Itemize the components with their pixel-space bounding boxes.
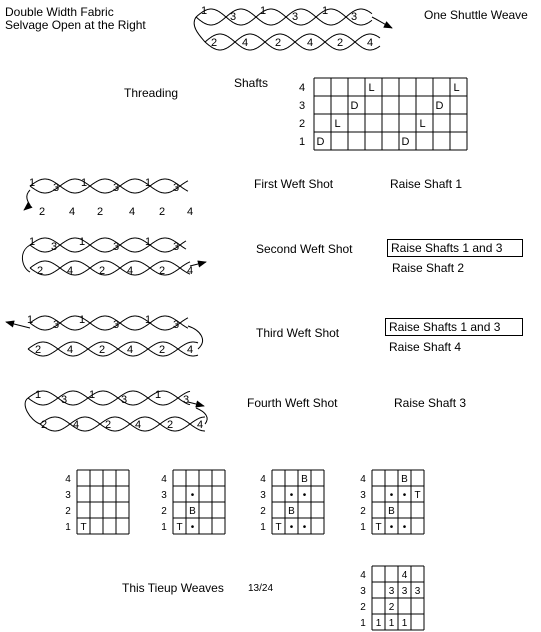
shot-lower-number: 2 [158, 344, 166, 356]
top-lower-weft [205, 34, 380, 50]
tieup-grid-3-row-label: 3 [260, 490, 266, 501]
threading-cell-mark: L [419, 118, 426, 130]
tieup-grid-1-row-label: 3 [65, 490, 71, 501]
tieup-grid-4-cell: • [402, 522, 407, 533]
shot-lower-number: 4 [72, 419, 80, 431]
threading-row-label: 3 [298, 100, 306, 112]
second-shot-label: Second Weft Shot [256, 242, 353, 256]
shot-upper-number: 1 [26, 314, 34, 326]
second-shot-raise-2: Raise Shaft 2 [392, 261, 465, 275]
shot-upper-number: 1 [78, 314, 86, 326]
shot-lower-number: 4 [196, 419, 204, 431]
shot-lower-number: 2 [166, 419, 174, 431]
second-shot-raise-box: Raise Shafts 1 and 3 [387, 239, 523, 257]
top-lower-number: 4 [306, 37, 314, 49]
first-shot-label: First Weft Shot [254, 177, 334, 191]
tieup-grid-2-row-label: 4 [161, 474, 167, 485]
shot-upper-weft-2 [28, 391, 190, 405]
shot-upper-number: 1 [144, 236, 152, 248]
shot-upper-number: 3 [60, 394, 68, 406]
tieup-grid-4-cell: • [389, 490, 394, 501]
summary-grid-row-label: 1 [360, 618, 366, 629]
shot2-left-turn [22, 245, 30, 272]
third-shot-raise-box: Raise Shafts 1 and 3 [385, 318, 523, 336]
shot-lower-number: 4 [186, 206, 194, 218]
top-upper-weft-2 [196, 9, 372, 25]
top-upper-number: 1 [259, 5, 267, 17]
tieup-grid-3-cell: T [275, 522, 282, 533]
shot1-arrow-left [24, 190, 30, 210]
shot-upper-number: 3 [112, 319, 120, 331]
tieup-grid-1-cell: T [80, 522, 87, 533]
tieup-grid-4-row-label: 3 [360, 490, 366, 501]
title-line-1: Double Width Fabric [5, 5, 114, 19]
shot-lower-number: 2 [40, 419, 48, 431]
top-left-turn [194, 17, 205, 42]
shot-lower-weft [30, 261, 190, 275]
threading-cell-mark: L [453, 82, 460, 94]
shot-upper-number: 1 [80, 177, 88, 189]
right-title: One Shuttle Weave [424, 8, 528, 22]
top-lower-number: 4 [241, 37, 249, 49]
shot-lower-weft-2 [28, 342, 198, 356]
tieup-grid-4-row-label: 4 [360, 474, 366, 485]
tieup-grid-4-cell: T [414, 490, 421, 501]
top-lower-number: 2 [210, 37, 218, 49]
fourth-shot-label: Fourth Weft Shot [247, 396, 338, 410]
shot4-left-turn [25, 398, 40, 424]
shot-lower-number: 4 [186, 265, 194, 277]
shafts-label: Shafts [234, 76, 269, 90]
top-upper-number: 3 [229, 11, 237, 23]
summary-grid-cell: 2 [388, 602, 395, 613]
tieup-grid-2-cell: T [176, 522, 183, 533]
top-lower-weft-2 [205, 34, 380, 50]
tieup-grid-4-row-label: 1 [360, 522, 366, 533]
tieup-grid-3-row-label: 2 [260, 506, 266, 517]
shot-lower-number: 2 [158, 206, 166, 218]
shot-upper-number: 3 [52, 319, 60, 331]
tieup-grid-3-cell: • [302, 522, 307, 533]
tieup-grid-3-cell: • [302, 490, 307, 501]
shot-upper-number: 3 [112, 241, 120, 253]
tieup-grid-2-row-label: 3 [161, 490, 167, 501]
shot-lower-number: 4 [126, 344, 134, 356]
summary-grid-row-label: 4 [360, 570, 366, 581]
top-upper-number: 1 [321, 5, 329, 17]
summary-grid-cell: 3 [414, 586, 421, 597]
tieup-grid-4-cell: B [401, 474, 408, 485]
top-upper-number: 3 [291, 11, 299, 23]
shot-upper-number: 1 [88, 389, 96, 401]
first-shot-raise: Raise Shaft 1 [390, 177, 463, 191]
summary-grid-cell: 1 [388, 618, 395, 629]
shot-upper-number: 3 [52, 182, 60, 194]
threading-row-label: 1 [298, 136, 306, 148]
tieup-grid-3-row-label: 1 [260, 522, 266, 533]
shot-lower-weft-2 [30, 261, 190, 275]
third-shot-label: Third Weft Shot [256, 326, 340, 340]
top-lower-number: 2 [274, 37, 282, 49]
shot-upper-number: 1 [154, 389, 162, 401]
threading-cell-mark: D [435, 100, 444, 112]
shot-lower-number: 4 [68, 206, 76, 218]
shot-lower-number: 4 [186, 344, 194, 356]
fourth-shot-raise: Raise Shaft 3 [394, 396, 467, 410]
tieup-grid-2-row-label: 2 [161, 506, 167, 517]
summary-grid-cell: 1 [375, 618, 382, 629]
shot-upper-number: 1 [34, 389, 42, 401]
shot-lower-number: 2 [34, 344, 42, 356]
shot-upper-weft [28, 391, 190, 405]
summary-grid-cell: 1 [401, 618, 408, 629]
tieup-grid-2-row-label: 1 [161, 522, 167, 533]
shot-upper-number: 3 [50, 241, 58, 253]
tieup-grid-4-cell: • [402, 490, 407, 501]
top-right-arrow [372, 17, 392, 28]
shot-lower-number: 2 [98, 265, 106, 277]
tieup-grid-2-cell: • [190, 522, 195, 533]
threading-cell-mark: L [334, 118, 341, 130]
shot-lower-number: 4 [66, 265, 74, 277]
shot-lower-number: 2 [98, 344, 106, 356]
threading-cell-mark: D [401, 136, 410, 148]
shot-lower-weft [28, 342, 198, 356]
shot-upper-number: 3 [172, 319, 180, 331]
shot-upper-number: 1 [28, 177, 36, 189]
tieup-grid-4-cell: B [388, 506, 395, 517]
threading-label: Threading [124, 86, 179, 100]
shot-lower-number: 4 [66, 344, 74, 356]
top-upper-number: 3 [350, 11, 358, 23]
shot-upper-number: 1 [144, 177, 152, 189]
shot-upper-number: 1 [78, 236, 86, 248]
shot-lower-number: 4 [134, 419, 142, 431]
shot-lower-number: 2 [104, 419, 112, 431]
shot-upper-number: 1 [144, 314, 152, 326]
third-shot-raise-2: Raise Shaft 4 [389, 340, 462, 354]
threading-cell-mark: D [350, 100, 359, 112]
shot-upper-number: 3 [172, 182, 180, 194]
top-lower-number: 4 [366, 37, 374, 49]
tieup-grid-1-row-label: 1 [65, 522, 71, 533]
top-upper-number: 1 [200, 5, 208, 17]
tieup-grid-3-cell: • [289, 522, 294, 533]
top-lower-number: 2 [336, 37, 344, 49]
tieup-grid-4-cell: T [375, 522, 382, 533]
shot-lower-number: 2 [158, 265, 166, 277]
shot-upper-number: 3 [182, 394, 190, 406]
shot4-arrow-right [188, 402, 204, 406]
summary-ratio: 13/24 [248, 583, 274, 594]
tieup-grid-1-row-label: 2 [65, 506, 71, 517]
tieup-grid-4-row-label: 2 [360, 506, 366, 517]
shot-upper-number: 3 [112, 182, 120, 194]
summary-grid-cell: 3 [388, 586, 395, 597]
threading-row-label: 2 [298, 118, 306, 130]
shot-lower-number: 2 [36, 265, 44, 277]
tieup-grid-2-cell: B [189, 506, 196, 517]
tieup-grid-1-row-label: 4 [65, 474, 71, 485]
tieup-grid-3-cell: B [288, 506, 295, 517]
summary-label: This Tieup Weaves [122, 581, 224, 595]
shot-upper-number: 1 [28, 236, 36, 248]
tieup-grid-4-cell: • [389, 522, 394, 533]
shot-lower-number: 4 [128, 206, 136, 218]
threading-row-label: 4 [298, 82, 306, 94]
shot-lower-number: 2 [96, 206, 104, 218]
title-line-2: Selvage Open at the Right [5, 18, 146, 32]
shot-upper-number: 3 [120, 394, 128, 406]
tieup-grid-3-cell: • [289, 490, 294, 501]
tieup-grid-2-cell: • [190, 490, 195, 501]
summary-grid-cell: 3 [401, 586, 408, 597]
summary-grid-row-label: 3 [360, 586, 366, 597]
shot-lower-number: 2 [38, 206, 46, 218]
threading-cell-mark: D [316, 136, 325, 148]
shot-lower-number: 4 [126, 265, 134, 277]
threading-cell-mark: L [368, 82, 375, 94]
summary-grid-cell: 4 [401, 570, 408, 581]
summary-grid-row-label: 2 [360, 602, 366, 613]
tieup-grid-3-row-label: 4 [260, 474, 266, 485]
tieup-grid-3-cell: B [301, 474, 308, 485]
shot-upper-number: 3 [172, 241, 180, 253]
